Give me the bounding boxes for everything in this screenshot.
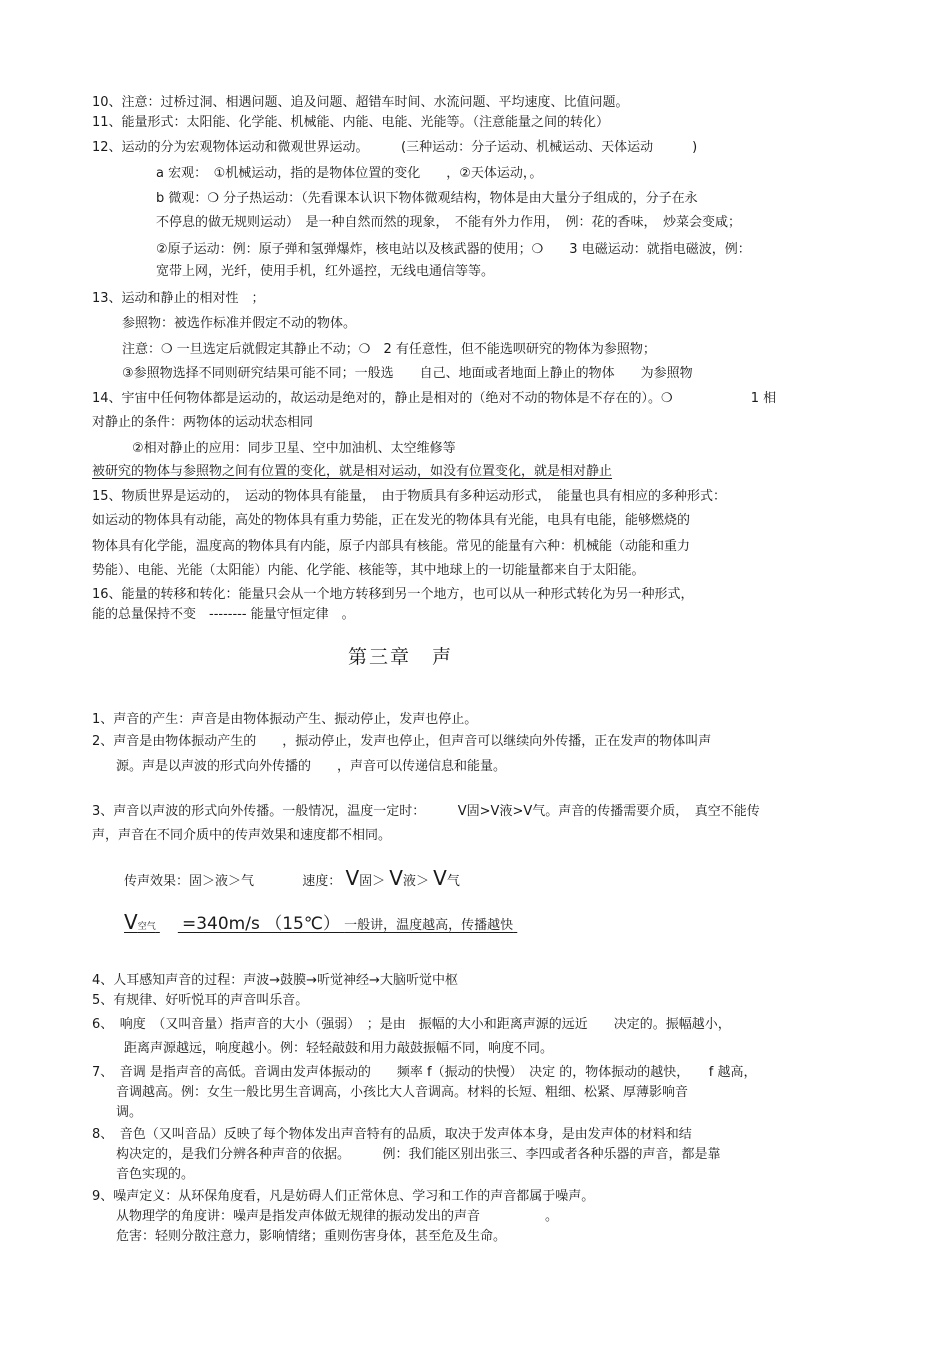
air-speed-note: 一般讲，温度越高，传播越快 (344, 918, 514, 933)
item-12a: a 宏观： ①机械运动，指的是物体位置的变化 ，②天体运动，。 (156, 166, 543, 181)
item-12b-atomic: ②原子运动：例：原子弹和氢弹爆炸，核电站以及核武器的使用；❍ 3 电磁运动：就指电磁波，例： (156, 242, 751, 257)
propagation-effect: 传声效果：固＞液＞气 (124, 874, 255, 889)
propagation-line (124, 866, 460, 894)
speed-v-gas: V (433, 866, 447, 890)
sound-item-9: 9、噪声定义：从环保角度看，凡是妨碍人们正常休息、学习和工作的声音都属于噪声。 (92, 1189, 595, 1204)
item-13: 13、运动和静止的相对性 ； (92, 291, 265, 306)
air-sub: 空气 (137, 922, 156, 932)
air-speed-v: V (124, 910, 138, 934)
sound-item-8-cont1: 构决定的，是我们分辨各种声音的依据。 例：我们能区别出张三、李四或者各种乐器的声音，都是靠 (116, 1147, 721, 1162)
speed-gas: 气 (446, 874, 460, 889)
item-16: 16、能量的转移和转化：能量只会从一个地方转移到另一个地方，也可以从一种形式转化为另一种形式， (92, 587, 694, 602)
item-15-cont1: 如运动的物体具有动能，高处的物体具有重力势能，正在发光的物体具有光能，电具有电能，能够燃烧的 (92, 513, 691, 528)
air-speed-value: =340m/s （15℃） (181, 914, 340, 934)
sound-item-3: 3、声音以声波的形式向外传播。一般情况，温度一定时： V固>V液>V气。声音的传播需要介质， 真空不能传 (92, 804, 760, 819)
item-13-reference: 参照物：被选作标准并假定不动的物体。 (122, 316, 357, 331)
sound-item-7-cont1: 音调越高。例：女生一般比男生音调高，小孩比大人音调高。材料的长短、粗细、松紧、厚薄影响音 (116, 1085, 689, 1100)
item-13-note: 注意：❍ 一旦选定后就假定其静止不动；❍ 2 有任意性，但不能选呗研究的物体为参照物； (122, 342, 656, 357)
speed-v-solid: V (345, 866, 360, 890)
air-speed-line (124, 908, 539, 941)
sound-item-4: 4、人耳感知声音的过程：声波→鼓膜→听觉神经→大脑听觉中枢 (92, 973, 458, 988)
chapter-title: 第三章 声 (348, 646, 454, 668)
speed-liquid: 液＞ (402, 874, 429, 889)
item-12b: b 微观：❍ 分子热运动：（先看课本认识下物体微观结构，物体是由大量分子组成的，分子在永 (156, 191, 698, 206)
item-15: 15、物质世界是运动的， 运动的物体具有能量， 由于物质具有多种运动形式， 能量也具有相应的多种形式： (92, 489, 727, 504)
item-10: 10、注意：过桥过洞、相遇问题、追及问题、超错车时间、水流问题、平均速度、比值问题。 (92, 95, 629, 110)
sound-item-9-physics: 从物理学的角度讲：噪声是指发声体做无规律的振动发出的声音 。 (116, 1209, 559, 1224)
item-15-cont3: 势能）、电能、光能（太阳能）内能、化学能、核能等，其中地球上的一切能量都来自于太阳能。 (92, 563, 645, 578)
sound-item-7: 7、 音调 是指声音的高低。音调由发声体振动的 频率 f（振动的快慢） 决定 的，物体振动的越快， f 越高， (92, 1065, 757, 1080)
item-14-cont: 对静止的条件：两物体的运动状态相同 (92, 415, 314, 430)
sound-item-2: 2、声音是由物体振动产生的 ，振动停止，发声也停止，但声音可以继续向外传播，正在发声的物体叫声 (92, 734, 712, 749)
sound-item-5: 5、有规律、好听悦耳的声音叫乐音。 (92, 993, 309, 1008)
item-12b-cont: 不停息的做无规则运动） 是一种自然而然的现象， 不能有外力作用， 例：花的香味， 炒菜会变咸； (156, 215, 742, 230)
speed-label: 速度： (302, 874, 342, 889)
sound-item-8: 8、 音色（又叫音品）反映了每个物体发出声音特有的品质，取决于发声体本身，是由发声体的材料和结 (92, 1127, 692, 1142)
item-16-cont: 能的总量保持不变 -------- 能量守恒定律 。 (92, 607, 355, 622)
item-15-cont2: 物体具有化学能，温度高的物体具有内能，原子内部具有核能。常见的能量有六种：机械能（动能和重力 (92, 539, 691, 554)
sound-item-2-cont: 源。声是以声波的形式向外传播的 ，声音可以传递信息和能量。 (116, 759, 507, 774)
sound-item-3-cont: 声，声音在不同介质中的传声效果和速度都不相同。 (92, 828, 392, 843)
item-13-note-3: ③参照物选择不同则研究结果可能不同；一般选 自己、地面或者地面上静止的物体 为参照物 (122, 366, 693, 381)
sound-item-8-cont2: 音色实现的。 (116, 1167, 195, 1182)
item-12b-cont2: 宽带上网，光纤，使用手机，红外遥控，无线电通信等等。 (156, 264, 495, 279)
item-11: 11、能量形式：太阳能、化学能、机械能、内能、电能、光能等。（注意能量之间的转化） (92, 115, 610, 130)
sound-item-7-cont2: 调。 (116, 1105, 143, 1120)
speed-v-liquid: V (389, 866, 403, 890)
item-14-application: ②相对静止的应用：同步卫星、空中加油机、太空维修等 (132, 441, 456, 456)
sound-item-9-harm: 危害：轻则分散注意力，影响情绪；重则伤害身体，甚至危及生命。 (116, 1229, 507, 1244)
sound-item-6-cont: 距离声源越远，响度越小。例：轻轻敲鼓和用力敲鼓振幅不同，响度不同。 (124, 1041, 554, 1056)
sound-item-6: 6、 响度 （又叫音量）指声音的大小（强弱） ；是由 振幅的大小和距离声源的远近 决定的。振幅越小， (92, 1017, 731, 1032)
item-14: 14、宇宙中任何物体都是运动的，故运动是绝对的，静止是相对的（绝对不动的物体是不存在的）。❍ 1 相 (92, 391, 777, 406)
relative-motion-definition: 被研究的物体与参照物之间有位置的变化，就是相对运动，如没有位置变化，就是相对静止 (92, 464, 613, 479)
speed-solid: 固＞ (359, 874, 386, 889)
sound-item-1: 1、声音的产生：声音是由物体振动产生、振动停止，发声也停止。 (92, 712, 478, 727)
item-12: 12、运动的分为宏观物体运动和微观世界运动。 (三种运动：分子运动、机械运动、天体运动 ) (92, 140, 698, 155)
